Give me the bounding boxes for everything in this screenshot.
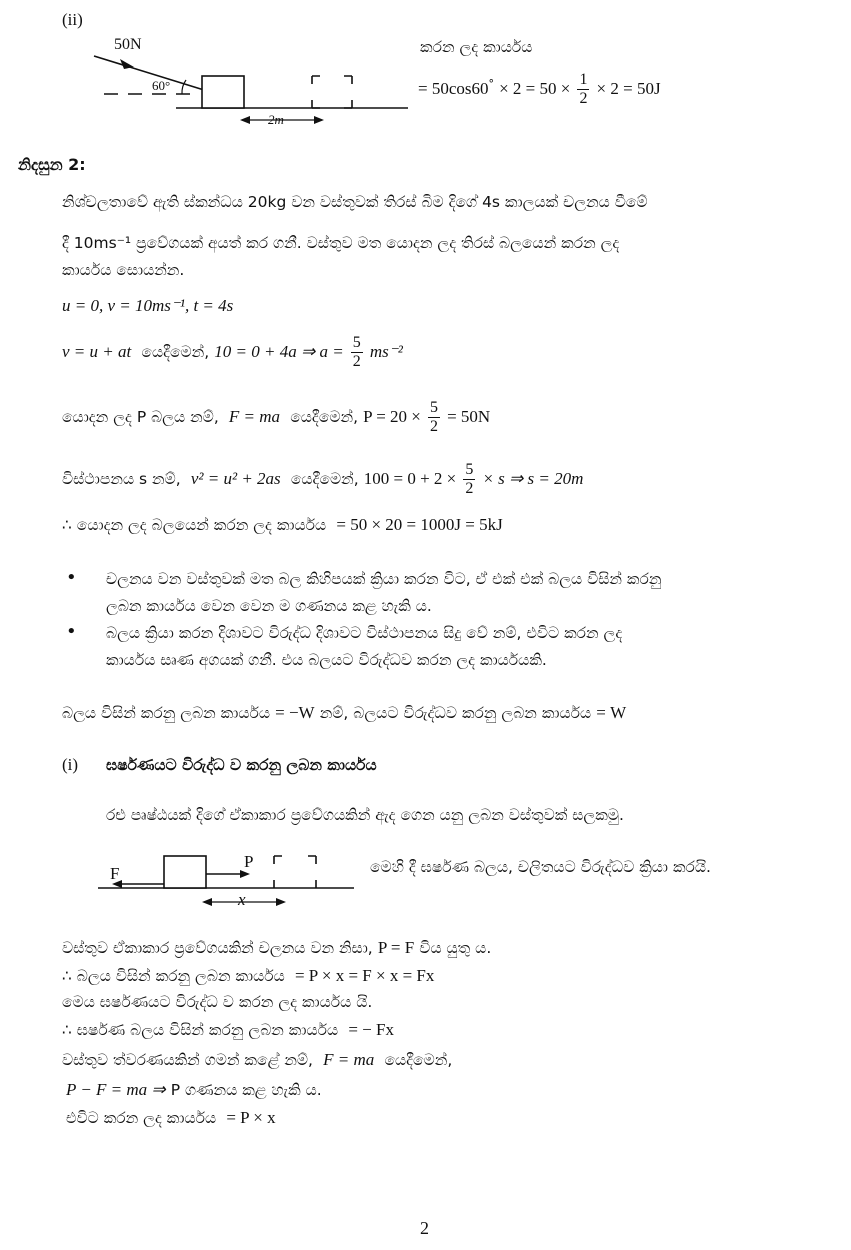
negative-work-statement: බලය විසින් කරනු ලබන කාර්යය = −W නම්, බලයට විරුද්ධව කරනු ලබන කාර්යය = W [62, 703, 627, 722]
net-force-line: P − F = ma ⇒ P ගණනය කළ හැකි ය. [66, 1080, 322, 1099]
displacement-equation: විස්ථාපනය s නම්, v² = u² + 2as යෙදීමෙන්, 100 = 0 + 2 × $\frac{5}{2}$ × s ⇒ s = 20m [62, 461, 584, 497]
acceleration-case-line: වස්තුව ත්වරණයකින් ගමන් කළේ නම්, F = ma යෙදීමෙන්, [62, 1050, 453, 1069]
friction-force-label: F [110, 864, 120, 883]
work-result: ∴ යොදන ලද බලයෙන් කරන ලද කාර්යය = 50 × 20 = 1000J = 5kJ [62, 515, 503, 534]
bullet-icon: • [66, 621, 77, 642]
subsection-label: (i) [62, 755, 79, 774]
angle-label: 60° [152, 78, 171, 93]
given-values: u = 0, v = 10ms⁻¹, t = 4s [62, 296, 234, 315]
uniform-velocity-line: වස්තුව ඒකාකාර ප්‍රවේගයකින් චලනය වන නිසා, P = F විය යුතු ය. [62, 938, 492, 957]
work-equation: = 50cos60° × 2 = 50 × $\frac{1}{2}$ × 2 = 50J [418, 71, 661, 107]
force-equation: යොදන ලද P බලය නම්, F = ma යෙදීමෙන්, P = 20 × $\frac{5}{2}$ = 50N [62, 399, 491, 435]
force-label: 50N [114, 36, 142, 53]
subsection-heading: ඝර්ෂණයට විරුද්ධ ව කරනු ලබන කාර්යය [106, 756, 377, 774]
bullet-icon: • [66, 567, 77, 588]
pull-force-label: P [244, 852, 254, 871]
bullet-2-line-2: කාර්යය සෘණ අගයක් ගනී. එය බලයට විරුද්ධව කරන ලද කාර්යයකි. [106, 651, 547, 669]
bullet-1-line-1: චලනය වන වස්තුවක් මත බල කිහිපයක් ක්‍රියා කරන විට, ඒ එක් එක් බලය විසින් කරනු [106, 570, 662, 588]
section-label: (ii) [62, 10, 83, 29]
problem-line-1: නිශ්චලතාවේ ඇති ස්කන්ධය 20kg වන වස්තුවක් තිරස් බිම දිගේ 4s කාලයක් චලනය වීමේ [62, 193, 648, 211]
final-work-line: එවිට කරන ලද කාර්යය = P × x [66, 1108, 276, 1127]
problem-line-2: දී 10ms⁻¹ ප්‍රවේගයක් අයත් කර ගනී. වස්තුව මත යොදන ලද තිරස් බලයෙන් කරන ලද [62, 234, 620, 252]
friction-intro: රළු පෘෂ්ඨයක් දිගේ ඒකාකාර ප්‍රවේගයකින් ඇද ගෙන යනු ලබන වස්තුවක් සලකමු. [106, 806, 624, 824]
page-number: 2 [420, 1218, 429, 1238]
friction-note: මෙහි දී ඝර්ෂණ බලය, චලිතයට විරුද්ධව ක්‍රියා කරයි. [370, 858, 711, 876]
problem-line-3: කාර්යය සොයන්න. [62, 261, 185, 279]
bullet-2-line-1: බලය ක්‍රියා කරන දිශාවට විරුද්ධ දිශාවට විස්ථාපනය සිදු වේ නම්, එවිට කරන ලද [106, 624, 623, 642]
work-by-force-line: ∴ බලය විසින් කරනු ලබන කාර්යය = P × x = F × x = Fx [62, 966, 435, 985]
friction-work-note: මෙය ඝර්ෂණයට විරුද්ධ ව කරන ලද කාර්යය යි. [62, 993, 373, 1011]
work-done-title: කරන ලද කාර්යය [420, 38, 533, 56]
displacement-label: 2m [268, 112, 284, 127]
example-heading: නිදසුන 2: [18, 155, 86, 174]
friction-diagram [96, 850, 360, 912]
friction-work-line: ∴ ඝර්ෂණ බලය විසින් කරනු ලබන කාර්යය = − Fx [62, 1020, 394, 1039]
acceleration-equation: v = u + at යෙදීමෙන්, 10 = 0 + 4a ⇒ a = $\frac{5}{2}$ ms⁻² [62, 334, 403, 370]
displacement-x-label: x [238, 890, 246, 909]
bullet-1-line-2: ලබන කාර්යය වෙන වෙන ම ගණනය කළ හැකි ය. [106, 597, 432, 615]
